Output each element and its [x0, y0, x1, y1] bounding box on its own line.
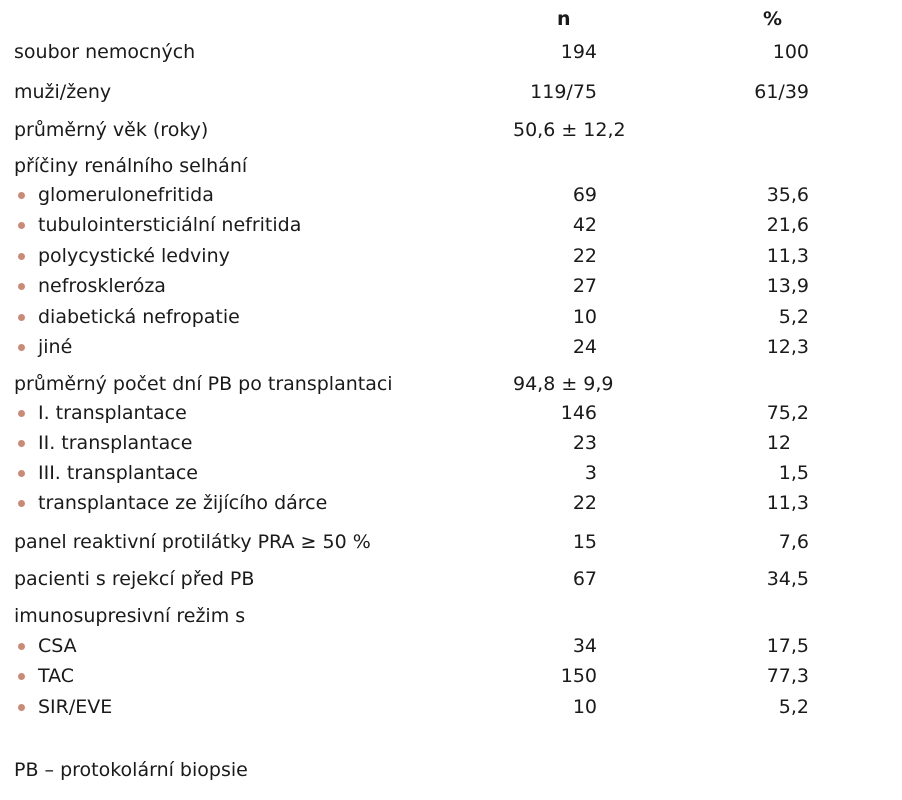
row-percent: 13,9 — [766, 275, 809, 297]
row-n: 150 — [560, 665, 597, 687]
table-row — [0, 39, 902, 65]
bullet-icon — [18, 470, 25, 477]
table-row — [0, 430, 902, 456]
row-n: 94,8 ± 9,9 — [513, 373, 614, 395]
row-percent: 17,5 — [766, 635, 809, 657]
table-row — [0, 182, 902, 208]
row-n: 22 — [572, 245, 597, 267]
table-row — [0, 460, 902, 486]
bullet-icon — [18, 704, 25, 711]
row-percent: 75,2 — [766, 402, 809, 424]
bullet-icon — [18, 314, 25, 321]
bullet-icon — [18, 344, 25, 351]
table-row — [0, 490, 902, 516]
row-n: 24 — [572, 336, 597, 358]
row-n: 3 — [584, 462, 597, 484]
row-n: 34 — [572, 635, 597, 657]
table-row — [0, 371, 902, 397]
section-heading — [0, 603, 902, 629]
row-label: CSA — [38, 635, 77, 657]
row-label: TAC — [38, 665, 75, 687]
table-row — [0, 212, 902, 238]
row-percent: 11,3 — [766, 492, 809, 514]
row-n: 22 — [572, 492, 597, 514]
row-label: transplantace ze žijícího dárce — [38, 492, 328, 514]
table-row — [0, 117, 902, 143]
row-n: 23 — [572, 432, 597, 454]
row-percent: 100 — [772, 41, 809, 63]
column-header-percent: % — [763, 8, 783, 30]
row-n: 27 — [572, 275, 597, 297]
row-n: 42 — [572, 214, 597, 236]
table-row — [0, 663, 902, 689]
row-percent: 77,3 — [766, 665, 809, 687]
row-label: průměrný věk (roky) — [14, 119, 209, 141]
bullet-icon — [18, 673, 25, 680]
row-label: tubulointersticiální nefritida — [38, 214, 302, 236]
row-label: příčiny renálního selhání — [14, 155, 248, 177]
bullet-icon — [18, 192, 25, 199]
row-label: průměrný počet dní PB po transplantaci — [14, 373, 393, 395]
row-percent: 12,3 — [766, 336, 809, 358]
row-n: 15 — [572, 531, 597, 553]
table-row — [0, 694, 902, 720]
table-row — [0, 79, 902, 105]
table-header — [0, 6, 902, 32]
table-row — [0, 334, 902, 360]
row-n: 119/75 — [530, 81, 597, 103]
bullet-icon — [18, 410, 25, 417]
bullet-icon — [18, 253, 25, 260]
row-label: panel reaktivní protilátky PRA ≥ 50 % — [14, 531, 371, 553]
row-label: II. transplantace — [38, 432, 193, 454]
table-row — [0, 529, 902, 555]
row-label: jiné — [38, 336, 73, 358]
bullet-icon — [18, 283, 25, 290]
row-label: soubor nemocných — [14, 41, 196, 63]
row-label: imunosupresivní režim s — [14, 605, 246, 627]
table-row — [0, 243, 902, 269]
row-n: 146 — [560, 402, 597, 424]
row-percent: 7,6 — [778, 531, 809, 553]
row-percent: 5,2 — [778, 306, 809, 328]
row-percent: 61/39 — [754, 81, 809, 103]
bullet-icon — [18, 222, 25, 229]
table-row — [0, 566, 902, 592]
row-n: 10 — [572, 306, 597, 328]
row-label: nefroskleróza — [38, 275, 166, 297]
row-label: glomerulonefritida — [38, 184, 214, 206]
row-n: 194 — [560, 41, 597, 63]
section-heading — [0, 153, 902, 179]
row-percent: 35,6 — [766, 184, 809, 206]
row-percent: 34,5 — [766, 568, 809, 590]
bullet-icon — [18, 440, 25, 447]
column-header-n: n — [557, 8, 571, 30]
table-row — [0, 400, 902, 426]
row-n: 69 — [572, 184, 597, 206]
row-label: pacienti s rejekcí před PB — [14, 568, 255, 590]
row-percent: 21,6 — [766, 214, 809, 236]
table-row — [0, 633, 902, 659]
row-n: 50,6 ± 12,2 — [513, 119, 626, 141]
footnote: PB – protokolární biopsie — [14, 759, 248, 781]
bullet-icon — [18, 643, 25, 650]
row-percent: 1,5 — [778, 462, 809, 484]
row-label: SIR/EVE — [38, 696, 113, 718]
row-n: 67 — [572, 568, 597, 590]
row-label: I. transplantace — [38, 402, 187, 424]
row-label: diabetická nefropatie — [38, 306, 240, 328]
row-n: 10 — [572, 696, 597, 718]
table-row — [0, 273, 902, 299]
row-label: muži/ženy — [14, 81, 112, 103]
table-row — [0, 304, 902, 330]
row-label: polycystické ledviny — [38, 245, 230, 267]
row-percent: 11,3 — [766, 245, 809, 267]
row-percent: 5,2 — [778, 696, 809, 718]
bullet-icon — [18, 500, 25, 507]
row-percent: 12 — [766, 432, 791, 454]
row-label: III. transplantace — [38, 462, 198, 484]
